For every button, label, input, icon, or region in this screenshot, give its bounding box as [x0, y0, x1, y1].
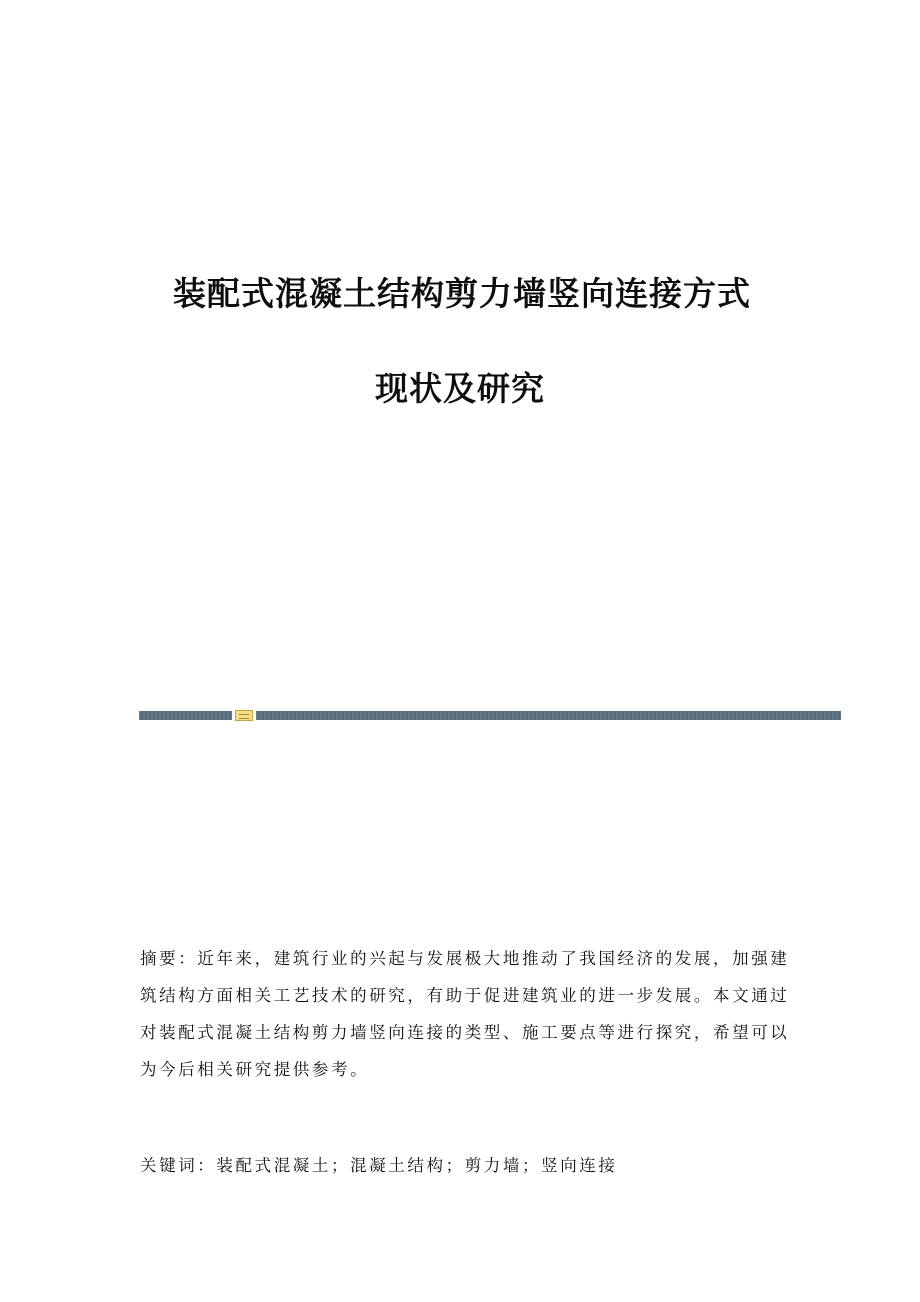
abstract-line: 筑结构方面相关工艺技术的研究，有助于促进建筑业的进一步发展。本文通过 [140, 986, 790, 1005]
divider-bar-left [139, 711, 232, 720]
abstract-paragraph [140, 940, 790, 1088]
abstract-line: 为今后相关研究提供参考。 [140, 1060, 370, 1079]
divider-ornament-icon [235, 710, 253, 721]
document-title-line-2: 现状及研究 [375, 369, 545, 408]
abstract-line: 摘要：近年来，建筑行业的兴起与发展极大地推动了我国经济的发展，加强建 [140, 949, 790, 968]
document-title-line-1: 装配式混凝土结构剪力墙竖向连接方式 [173, 274, 751, 313]
abstract-line: 对装配式混凝土结构剪力墙竖向连接的类型、施工要点等进行探究，希望可以 [140, 1023, 790, 1042]
divider-bar-right [256, 711, 841, 720]
keywords-line: 关键词：装配式混凝土；混凝土结构；剪力墙；竖向连接 [140, 1156, 618, 1175]
